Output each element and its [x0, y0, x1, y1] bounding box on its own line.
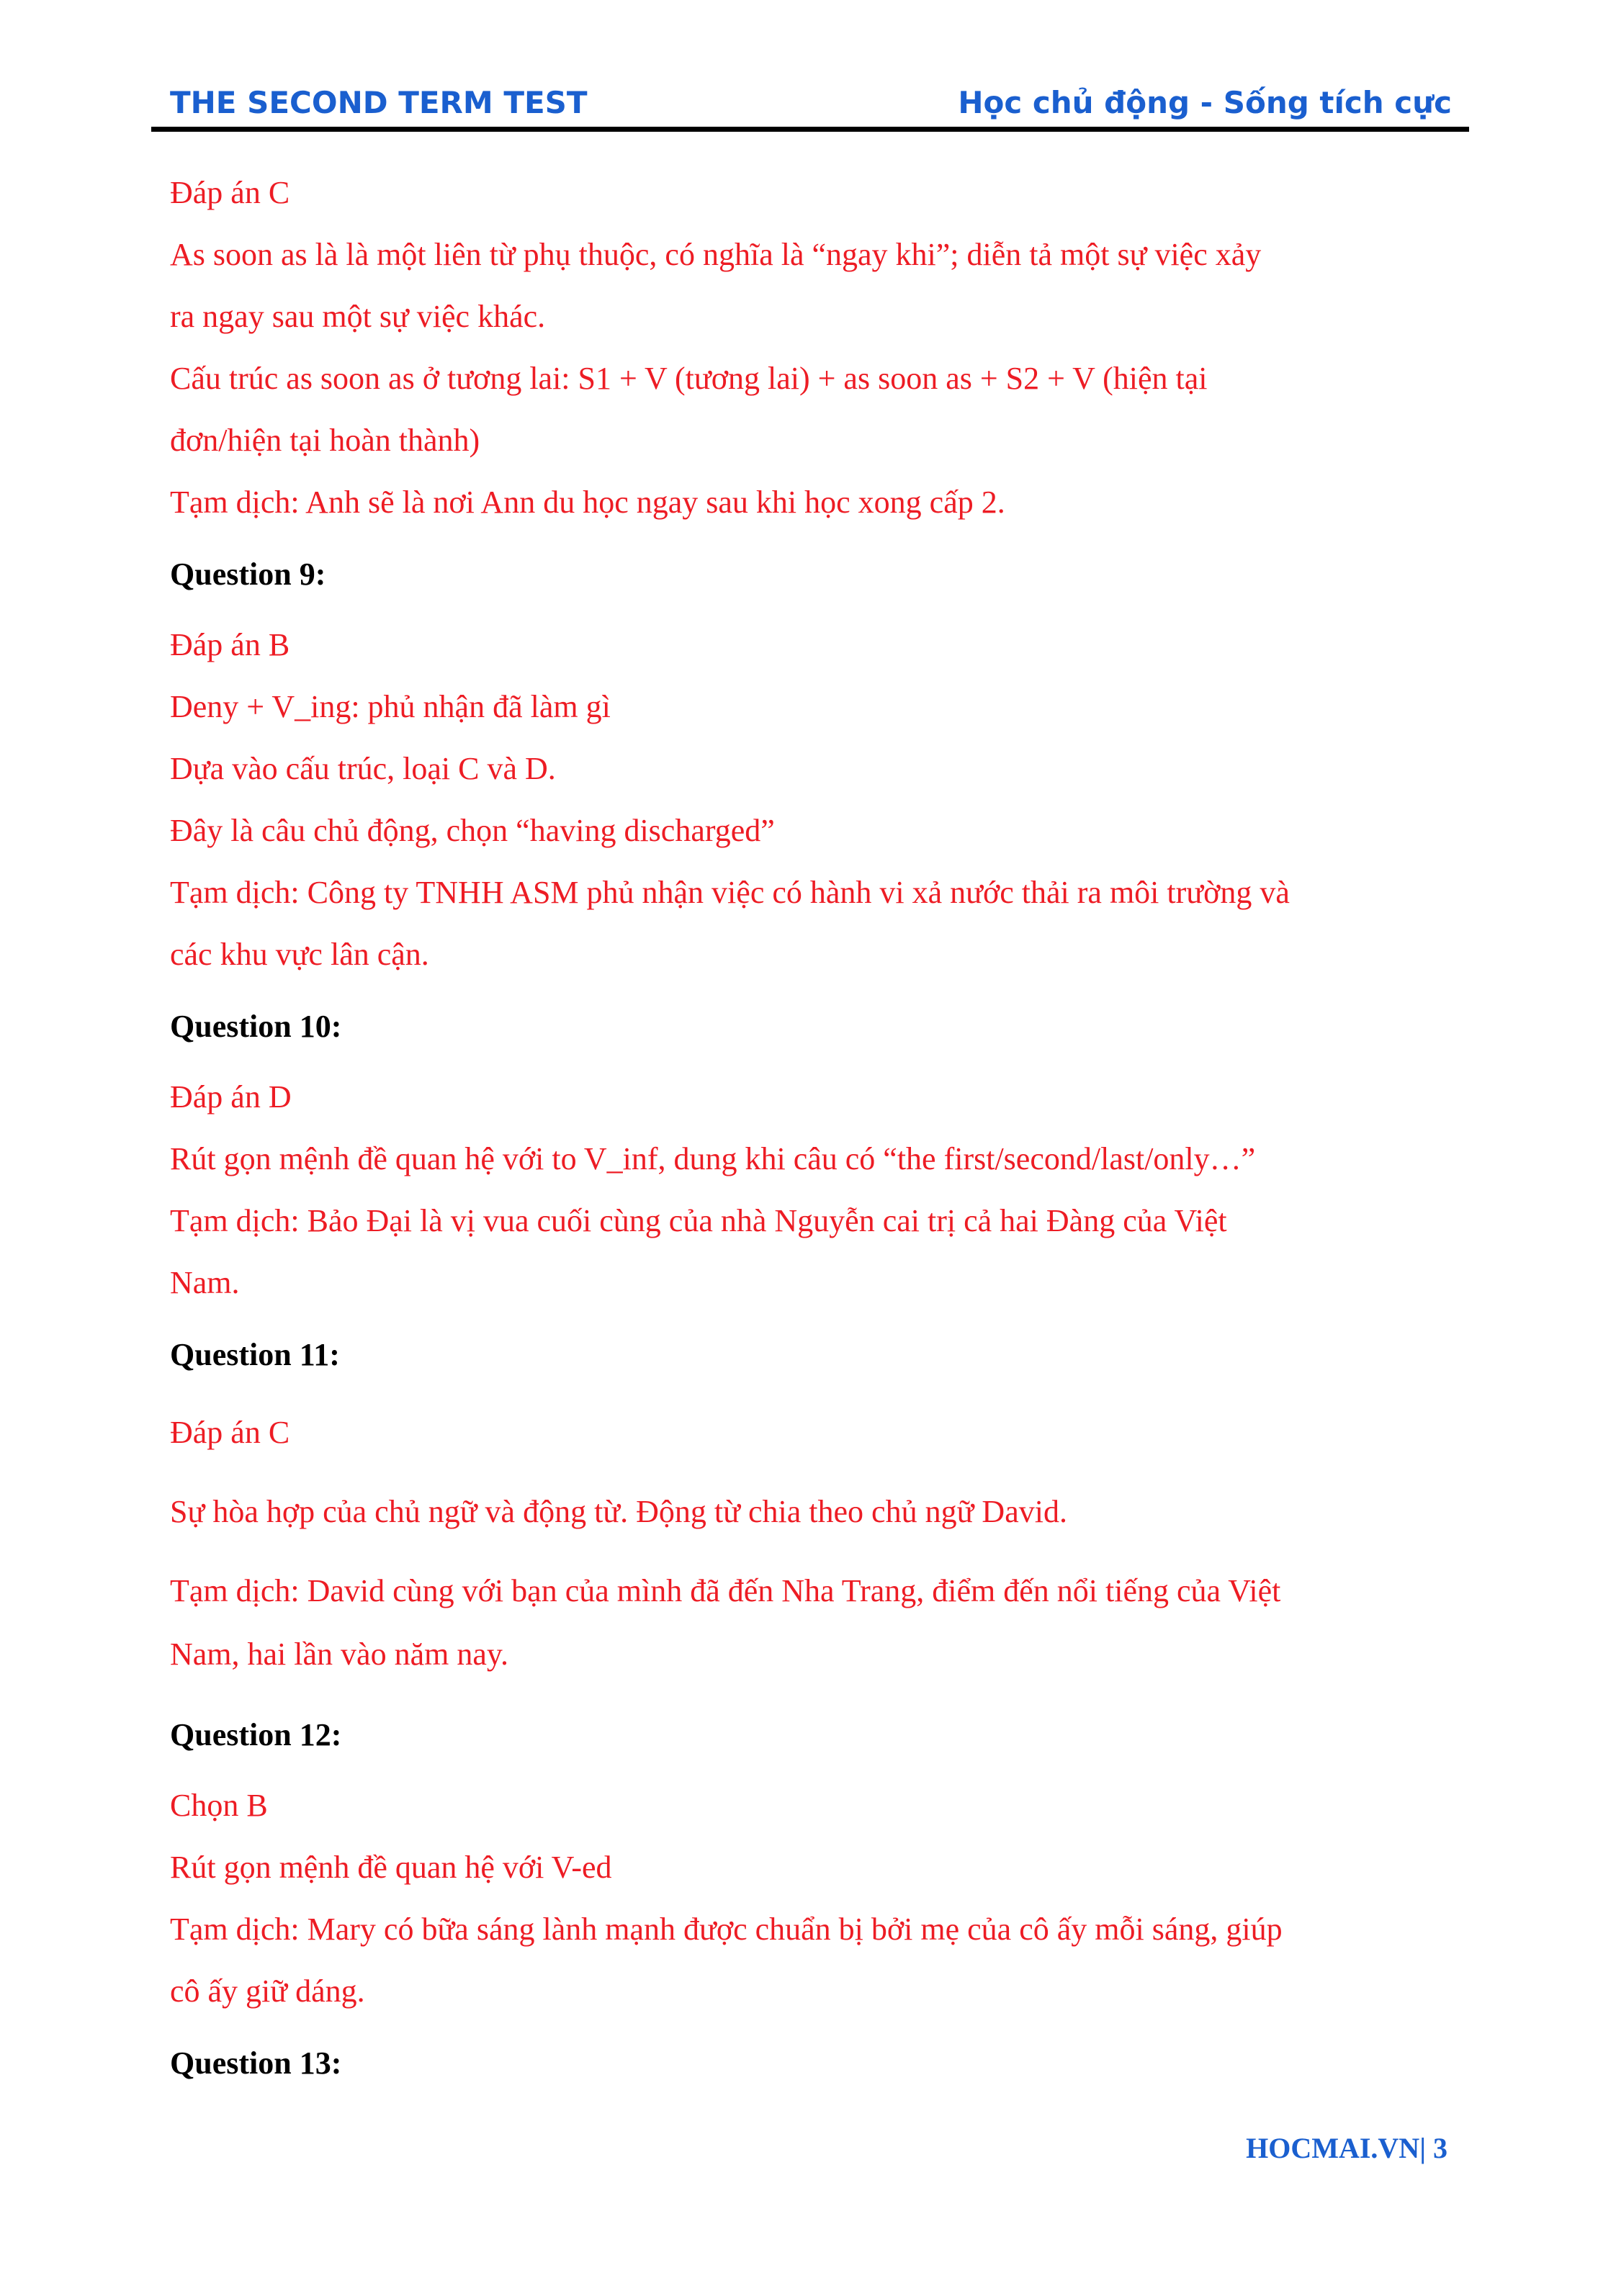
explanation-line: ra ngay sau một sự việc khác. — [170, 299, 546, 334]
explanation-line: Cấu trúc as soon as ở tương lai: S1 + V (tương lai) + as soon as + S2 + V (hiện tại — [170, 361, 1208, 396]
translation-line: Tạm dịch: Mary có bữa sáng lành mạnh được chuẩn bị bởi mẹ của cô ấy mỗi sáng, giúp — [170, 1912, 1283, 1947]
translation-line: Tạm dịch: David cùng với bạn của mình đã đến Nha Trang, điểm đến nổi tiếng của Việt — [170, 1573, 1281, 1608]
explanation-line: Rút gọn mệnh đề quan hệ với to V_inf, dung khi câu có “the first/second/last/only…” — [170, 1141, 1256, 1176]
translation-line: Nam. — [170, 1265, 240, 1300]
answer-line: Đáp án C — [170, 175, 290, 210]
answer-line: Đáp án C — [170, 1415, 290, 1450]
translation-line: các khu vực lân cận. — [170, 937, 429, 972]
translation-line: Tạm dịch: Bảo Đại là vị vua cuối cùng của nhà Nguyễn cai trị cả hai Đàng của Việt — [170, 1203, 1227, 1238]
translation-line: Tạm dịch: Anh sẽ là nơi Ann du học ngay sau khi học xong cấp 2. — [170, 485, 1005, 520]
explanation-line: Sự hòa hợp của chủ ngữ và động từ. Động từ chia theo chủ ngữ David. — [170, 1494, 1067, 1529]
explanation-line: Dựa vào cấu trúc, loại C và D. — [170, 751, 556, 786]
explanation-line: Đây là câu chủ động, chọn “having discharged” — [170, 813, 775, 848]
translation-line: Nam, hai lần vào năm nay. — [170, 1637, 508, 1672]
header-test-title: THE SECOND TERM TEST — [170, 85, 588, 120]
explanation-line: đơn/hiện tại hoàn thành) — [170, 423, 480, 458]
header-slogan: Học chủ động - Sống tích cực — [958, 85, 1452, 120]
page-header — [170, 85, 1466, 128]
answer-line: Đáp án B — [170, 627, 290, 662]
question-heading: Question 13: — [170, 2045, 342, 2081]
translation-line: Tạm dịch: Công ty TNHH ASM phủ nhận việc có hành vi xả nước thải ra môi trường và — [170, 875, 1290, 910]
explanation-line: Rút gọn mệnh đề quan hệ với V-ed — [170, 1850, 612, 1885]
explanation-line: As soon as là là một liên từ phụ thuộc, có nghĩa là “ngay khi”; diễn tả một sự việc xảy — [170, 237, 1262, 272]
header-divider — [151, 127, 1469, 132]
question-heading: Question 9: — [170, 557, 326, 592]
question-heading: Question 10: — [170, 1009, 342, 1044]
question-heading: Question 11: — [170, 1337, 340, 1372]
question-heading: Question 12: — [170, 1717, 342, 1752]
explanation-line: Deny + V_ing: phủ nhận đã làm gì — [170, 689, 611, 724]
translation-line: cô ấy giữ dáng. — [170, 1973, 365, 2009]
page-footer-label: HOCMAI.VN| 3 — [1246, 2132, 1447, 2164]
answer-line: Chọn B — [170, 1788, 268, 1823]
answer-line: Đáp án D — [170, 1079, 292, 1115]
